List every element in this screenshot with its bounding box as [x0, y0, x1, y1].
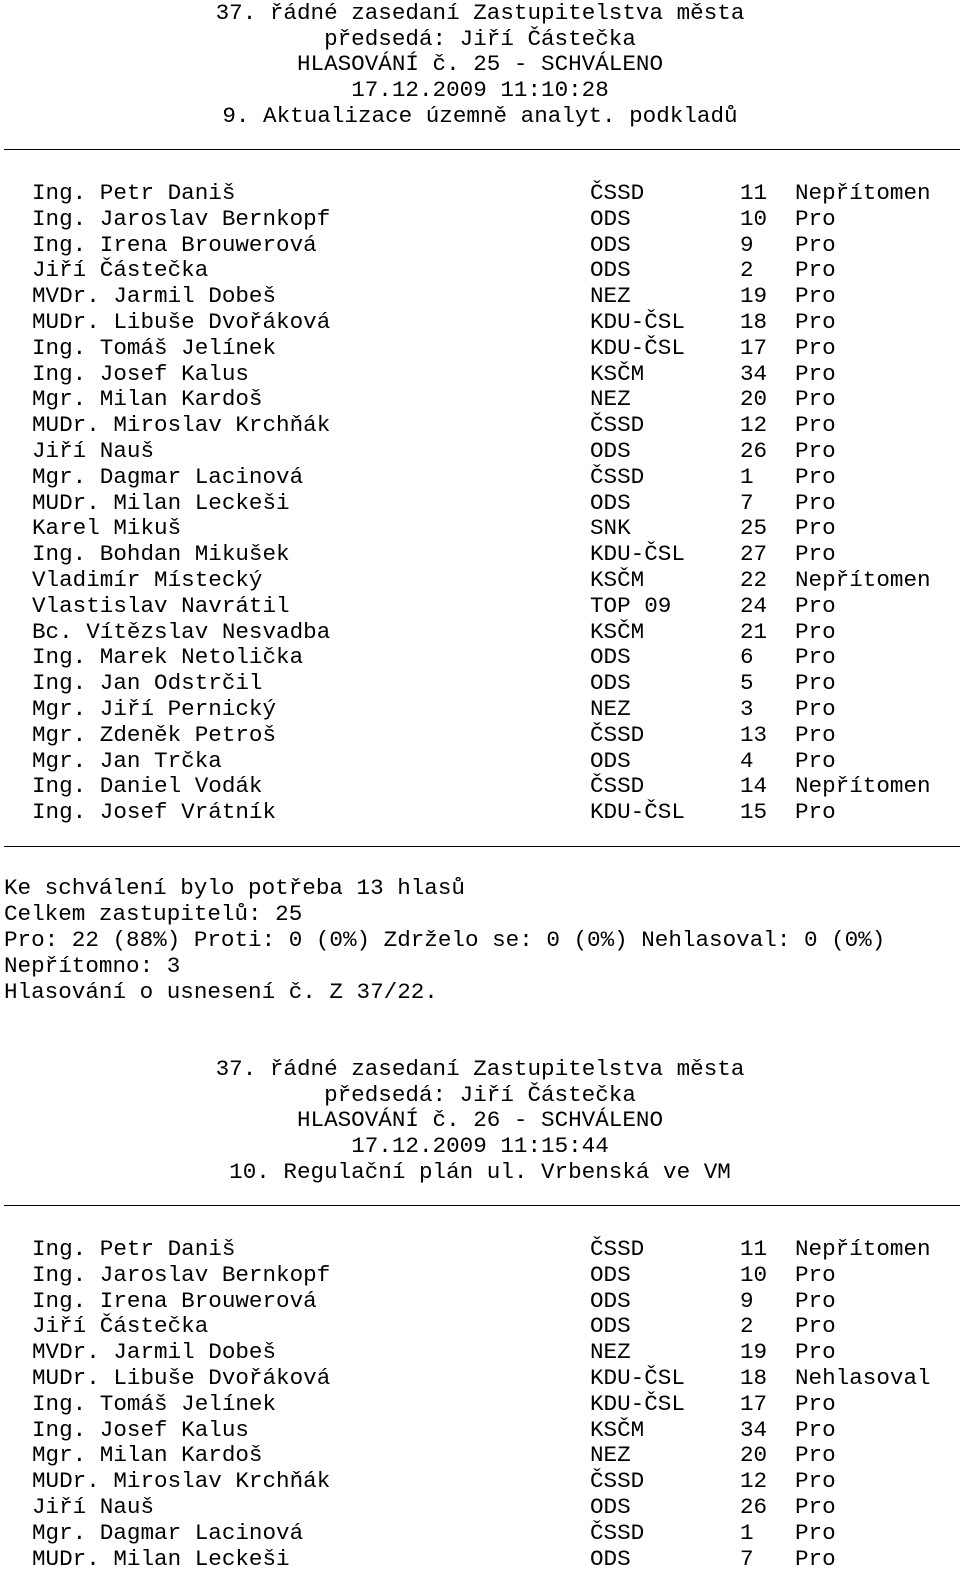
member-name: Vlastislav Navrátil [32, 592, 290, 619]
table-row [0, 1288, 960, 1314]
member-number: 9 [740, 1287, 754, 1314]
member-party: ODS [590, 438, 631, 464]
table-row [0, 180, 960, 206]
member-name: Mgr. Jiří Pernický [32, 696, 277, 722]
member-party: KDU-ČSL [590, 541, 685, 568]
member-party: KDU-ČSL [590, 799, 685, 826]
member-vote: Pro [795, 644, 836, 671]
member-vote: Pro [795, 696, 836, 722]
member-name: Mgr. Milan Kardoš [32, 1442, 263, 1469]
member-name: Ing. Josef Kalus [32, 1416, 249, 1443]
table-row [0, 748, 960, 774]
session-title: 37. řádné zasedaní Zastupitelstva města [215, 0, 745, 26]
member-vote: Pro [795, 1416, 836, 1443]
member-party: ČSSD [590, 412, 645, 439]
member-party: ODS [590, 205, 631, 232]
table-row [0, 257, 960, 283]
member-name: Ing. Irena Brouwerová [32, 231, 317, 258]
table-row [0, 1546, 960, 1572]
divider [4, 1205, 960, 1206]
vote-title: HLASOVÁNÍ č. 25 - SCHVÁLENO [296, 51, 664, 77]
member-party: ČSSD [590, 1519, 645, 1546]
member-party: ODS [590, 1287, 631, 1314]
member-name: Mgr. Jan Trčka [32, 747, 222, 774]
member-number: 7 [740, 1545, 754, 1572]
member-vote: Pro [795, 592, 836, 619]
table-row [0, 232, 960, 258]
session-title: 37. řádné zasedaní Zastupitelstva města [215, 1056, 745, 1082]
table-row [0, 1236, 960, 1262]
member-number: 2 [740, 1313, 754, 1340]
table-row [0, 1442, 960, 1468]
resolution-number: Hlasování o usnesení č. Z 37/22. [4, 979, 438, 1005]
table-row [0, 1339, 960, 1365]
member-party: KDU-ČSL [590, 309, 685, 335]
table-row [0, 1520, 960, 1546]
member-vote: Pro [795, 1519, 836, 1546]
table-row [0, 1262, 960, 1288]
member-number: 19 [740, 283, 768, 310]
table-row [0, 1313, 960, 1339]
member-vote: Pro [795, 1287, 836, 1314]
table-row [0, 438, 960, 464]
table-row [0, 619, 960, 645]
table-row [0, 644, 960, 670]
member-vote: Pro [795, 541, 836, 568]
member-number: 15 [740, 799, 768, 826]
divider [4, 846, 960, 847]
member-vote: Pro [795, 1468, 836, 1495]
member-vote: Pro [795, 231, 836, 258]
member-vote: Pro [795, 205, 836, 232]
member-name: Jiří Částečka [32, 257, 209, 284]
member-number: 5 [740, 670, 754, 697]
table-row [0, 567, 960, 593]
member-name: Ing. Daniel Vodák [32, 773, 263, 800]
table-row [0, 206, 960, 232]
member-name: MUDr. Milan Leckeši [32, 489, 290, 516]
table-row [0, 722, 960, 748]
member-vote: Pro [795, 283, 836, 310]
member-number: 25 [740, 515, 768, 542]
vote-counts: Pro: 22 (88%) Proti: 0 (0%) Zdrželo se: 0 (0%) Nehlasoval: 0 (0%) [4, 927, 886, 953]
member-party: TOP 09 [590, 592, 672, 619]
member-party: ODS [590, 1545, 631, 1572]
absent-count: Nepřítomno: 3 [4, 953, 181, 979]
member-vote: Pro [795, 489, 836, 516]
table-row [0, 490, 960, 516]
chair-line: předsedá: Jiří Částečka [324, 1082, 636, 1108]
member-name: MVDr. Jarmil Dobeš [32, 283, 277, 310]
member-number: 12 [740, 412, 768, 439]
member-name: Ing. Irena Brouwerová [32, 1287, 317, 1314]
member-name: MUDr. Libuše Dvořáková [32, 309, 331, 335]
member-vote: Pro [795, 360, 836, 387]
member-name: Ing. Tomáš Jelínek [32, 334, 277, 361]
member-number: 6 [740, 644, 754, 671]
member-number: 22 [740, 567, 768, 593]
member-number: 19 [740, 1339, 768, 1366]
member-party: ODS [590, 489, 631, 516]
member-number: 18 [740, 1365, 768, 1391]
member-name: Mgr. Zdeněk Petroš [32, 721, 277, 748]
member-name: Ing. Jan Odstrčil [32, 670, 263, 697]
member-name: Ing. Jaroslav Bernkopf [32, 1261, 331, 1288]
member-name: MUDr. Miroslav Krchňák [32, 1468, 331, 1495]
vote-title: HLASOVÁNÍ č. 26 - SCHVÁLENO [296, 1107, 664, 1133]
table-row [0, 773, 960, 799]
vote-datetime: 17.12.2009 11:15:44 [351, 1133, 609, 1159]
required-votes: Ke schválení bylo potřeba 13 hlasů [4, 875, 465, 901]
member-party: ODS [590, 1261, 631, 1288]
divider [4, 149, 960, 150]
member-vote: Pro [795, 412, 836, 439]
table-row [0, 361, 960, 387]
member-name: Jiří Nauš [32, 1494, 155, 1520]
member-number: 20 [740, 386, 768, 413]
member-name: MUDr. Libuše Dvořáková [32, 1365, 331, 1391]
table-row [0, 309, 960, 335]
table-row [0, 593, 960, 619]
member-party: KSČM [590, 618, 645, 645]
member-vote: Pro [795, 334, 836, 361]
member-number: 7 [740, 489, 754, 516]
member-vote: Pro [795, 463, 836, 490]
member-party: KSČM [590, 567, 645, 593]
member-number: 26 [740, 1494, 768, 1520]
member-number: 13 [740, 721, 768, 748]
member-vote: Pro [795, 1261, 836, 1288]
member-number: 4 [740, 747, 754, 774]
member-vote: Pro [795, 1442, 836, 1469]
member-vote: Pro [795, 257, 836, 284]
member-number: 34 [740, 360, 768, 387]
member-number: 1 [740, 463, 754, 490]
member-party: ČSSD [590, 721, 645, 748]
member-name: Ing. Jaroslav Bernkopf [32, 205, 331, 232]
member-name: Mgr. Dagmar Lacinová [32, 1519, 304, 1546]
member-number: 27 [740, 541, 768, 568]
member-vote: Pro [795, 1339, 836, 1366]
member-number: 1 [740, 1519, 754, 1546]
member-name: MUDr. Milan Leckeši [32, 1545, 290, 1572]
table-row [0, 670, 960, 696]
agenda-item: 10. Regulační plán ul. Vrbenská ve VM [229, 1159, 731, 1185]
member-party: NEZ [590, 696, 631, 722]
member-name: Ing. Bohdan Mikušek [32, 541, 290, 568]
member-party: ODS [590, 670, 631, 697]
member-number: 17 [740, 1390, 768, 1417]
member-name: Vladimír Místecký [32, 567, 263, 593]
member-vote: Pro [795, 1545, 836, 1572]
member-party: SNK [590, 515, 631, 542]
member-number: 9 [740, 231, 754, 258]
member-vote: Pro [795, 721, 836, 748]
member-vote: Pro [795, 747, 836, 774]
member-party: ČSSD [590, 1236, 645, 1262]
member-name: MUDr. Miroslav Krchňák [32, 412, 331, 439]
table-row [0, 1365, 960, 1391]
member-name: Ing. Marek Netolička [32, 644, 304, 671]
member-party: KSČM [590, 1416, 645, 1443]
member-number: 34 [740, 1416, 768, 1443]
member-name: Mgr. Dagmar Lacinová [32, 463, 304, 490]
member-party: KDU-ČSL [590, 1365, 685, 1391]
total-members: Celkem zastupitelů: 25 [4, 901, 303, 927]
member-number: 20 [740, 1442, 768, 1469]
member-vote: Nehlasoval [795, 1365, 931, 1391]
member-number: 24 [740, 592, 768, 619]
agenda-item: 9. Aktualizace územně analyt. podkladů [222, 103, 738, 129]
table-row [0, 1468, 960, 1494]
member-vote: Pro [795, 618, 836, 645]
table-row [0, 515, 960, 541]
member-vote: Nepřítomen [795, 773, 931, 800]
member-vote: Nepřítomen [795, 567, 931, 593]
member-name: Ing. Josef Vrátník [32, 799, 277, 826]
member-vote: Pro [795, 309, 836, 335]
table-row [0, 799, 960, 825]
member-vote: Pro [795, 1390, 836, 1417]
member-name: Mgr. Milan Kardoš [32, 386, 263, 413]
member-vote: Pro [795, 1313, 836, 1340]
member-name: Bc. Vítězslav Nesvadba [32, 618, 331, 645]
member-number: 26 [740, 438, 768, 464]
member-name: Ing. Josef Kalus [32, 360, 249, 387]
member-vote: Pro [795, 1494, 836, 1520]
table-row [0, 1391, 960, 1417]
member-vote: Pro [795, 515, 836, 542]
member-party: NEZ [590, 386, 631, 413]
member-number: 11 [740, 1236, 768, 1262]
member-party: ČSSD [590, 463, 645, 490]
table-row [0, 386, 960, 412]
table-row [0, 1417, 960, 1443]
member-party: NEZ [590, 1442, 631, 1469]
member-name: Ing. Petr Daniš [32, 180, 236, 206]
member-name: Ing. Petr Daniš [32, 1236, 236, 1262]
vote-datetime: 17.12.2009 11:10:28 [351, 77, 609, 103]
member-party: KDU-ČSL [590, 334, 685, 361]
member-party: ODS [590, 1494, 631, 1520]
member-name: Jiří Nauš [32, 438, 155, 464]
member-number: 12 [740, 1468, 768, 1495]
member-party: ČSSD [590, 773, 645, 800]
member-vote: Pro [795, 799, 836, 826]
table-row [0, 541, 960, 567]
member-vote: Pro [795, 386, 836, 413]
table-row [0, 1494, 960, 1520]
member-number: 11 [740, 180, 768, 206]
member-name: MVDr. Jarmil Dobeš [32, 1339, 277, 1366]
member-party: ODS [590, 257, 631, 284]
member-number: 10 [740, 1261, 768, 1288]
table-row [0, 412, 960, 438]
member-party: NEZ [590, 1339, 631, 1366]
table-row [0, 696, 960, 722]
member-number: 14 [740, 773, 768, 800]
member-party: ODS [590, 747, 631, 774]
table-row [0, 283, 960, 309]
chair-line: předsedá: Jiří Částečka [324, 26, 636, 52]
member-number: 3 [740, 696, 754, 722]
member-number: 10 [740, 205, 768, 232]
member-party: ČSSD [590, 180, 645, 206]
member-vote: Nepřítomen [795, 180, 931, 206]
member-name: Ing. Tomáš Jelínek [32, 1390, 277, 1417]
member-number: 21 [740, 618, 768, 645]
member-number: 18 [740, 309, 768, 335]
member-party: ODS [590, 1313, 631, 1340]
member-name: Karel Mikuš [32, 515, 182, 542]
table-row [0, 335, 960, 361]
member-name: Jiří Částečka [32, 1313, 209, 1340]
member-party: NEZ [590, 283, 631, 310]
member-vote: Pro [795, 670, 836, 697]
member-vote: Nepřítomen [795, 1236, 931, 1262]
member-party: ČSSD [590, 1468, 645, 1495]
member-vote: Pro [795, 438, 836, 464]
member-number: 2 [740, 257, 754, 284]
member-number: 17 [740, 334, 768, 361]
member-party: KDU-ČSL [590, 1390, 685, 1417]
member-party: ODS [590, 231, 631, 258]
member-party: ODS [590, 644, 631, 671]
member-party: KSČM [590, 360, 645, 387]
table-row [0, 464, 960, 490]
